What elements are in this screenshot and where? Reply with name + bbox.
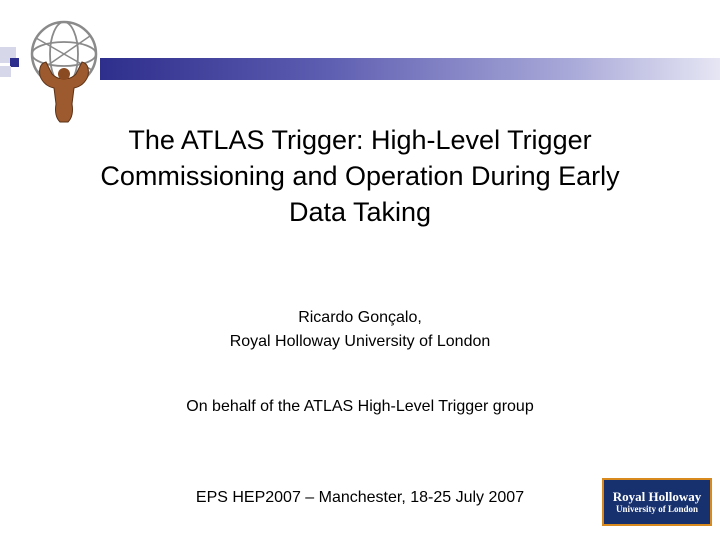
author-name: Ricardo Gonçalo, [298,309,422,326]
rh-logo-line2: University of London [615,503,698,514]
title-line: Data Taking [288,197,432,227]
title-line: Commissioning and Operation During Early [100,161,620,191]
behalf-line: On behalf of the ATLAS High-Level Trigger group [186,398,534,415]
rh-logo-line1: Royal Holloway [612,488,702,504]
slide-title [70,122,650,230]
decor-square [0,66,11,77]
header-gradient-band [100,58,720,80]
conference-line: EPS HEP2007 – Manchester, 18-25 July 2007 [195,489,525,506]
atlas-figure-logo [18,16,104,124]
author-affiliation: Royal Holloway University of London [229,333,491,350]
author-block [60,306,660,354]
royal-holloway-logo [602,478,712,526]
title-line: The ATLAS Trigger: High-Level Trigger [128,125,592,155]
